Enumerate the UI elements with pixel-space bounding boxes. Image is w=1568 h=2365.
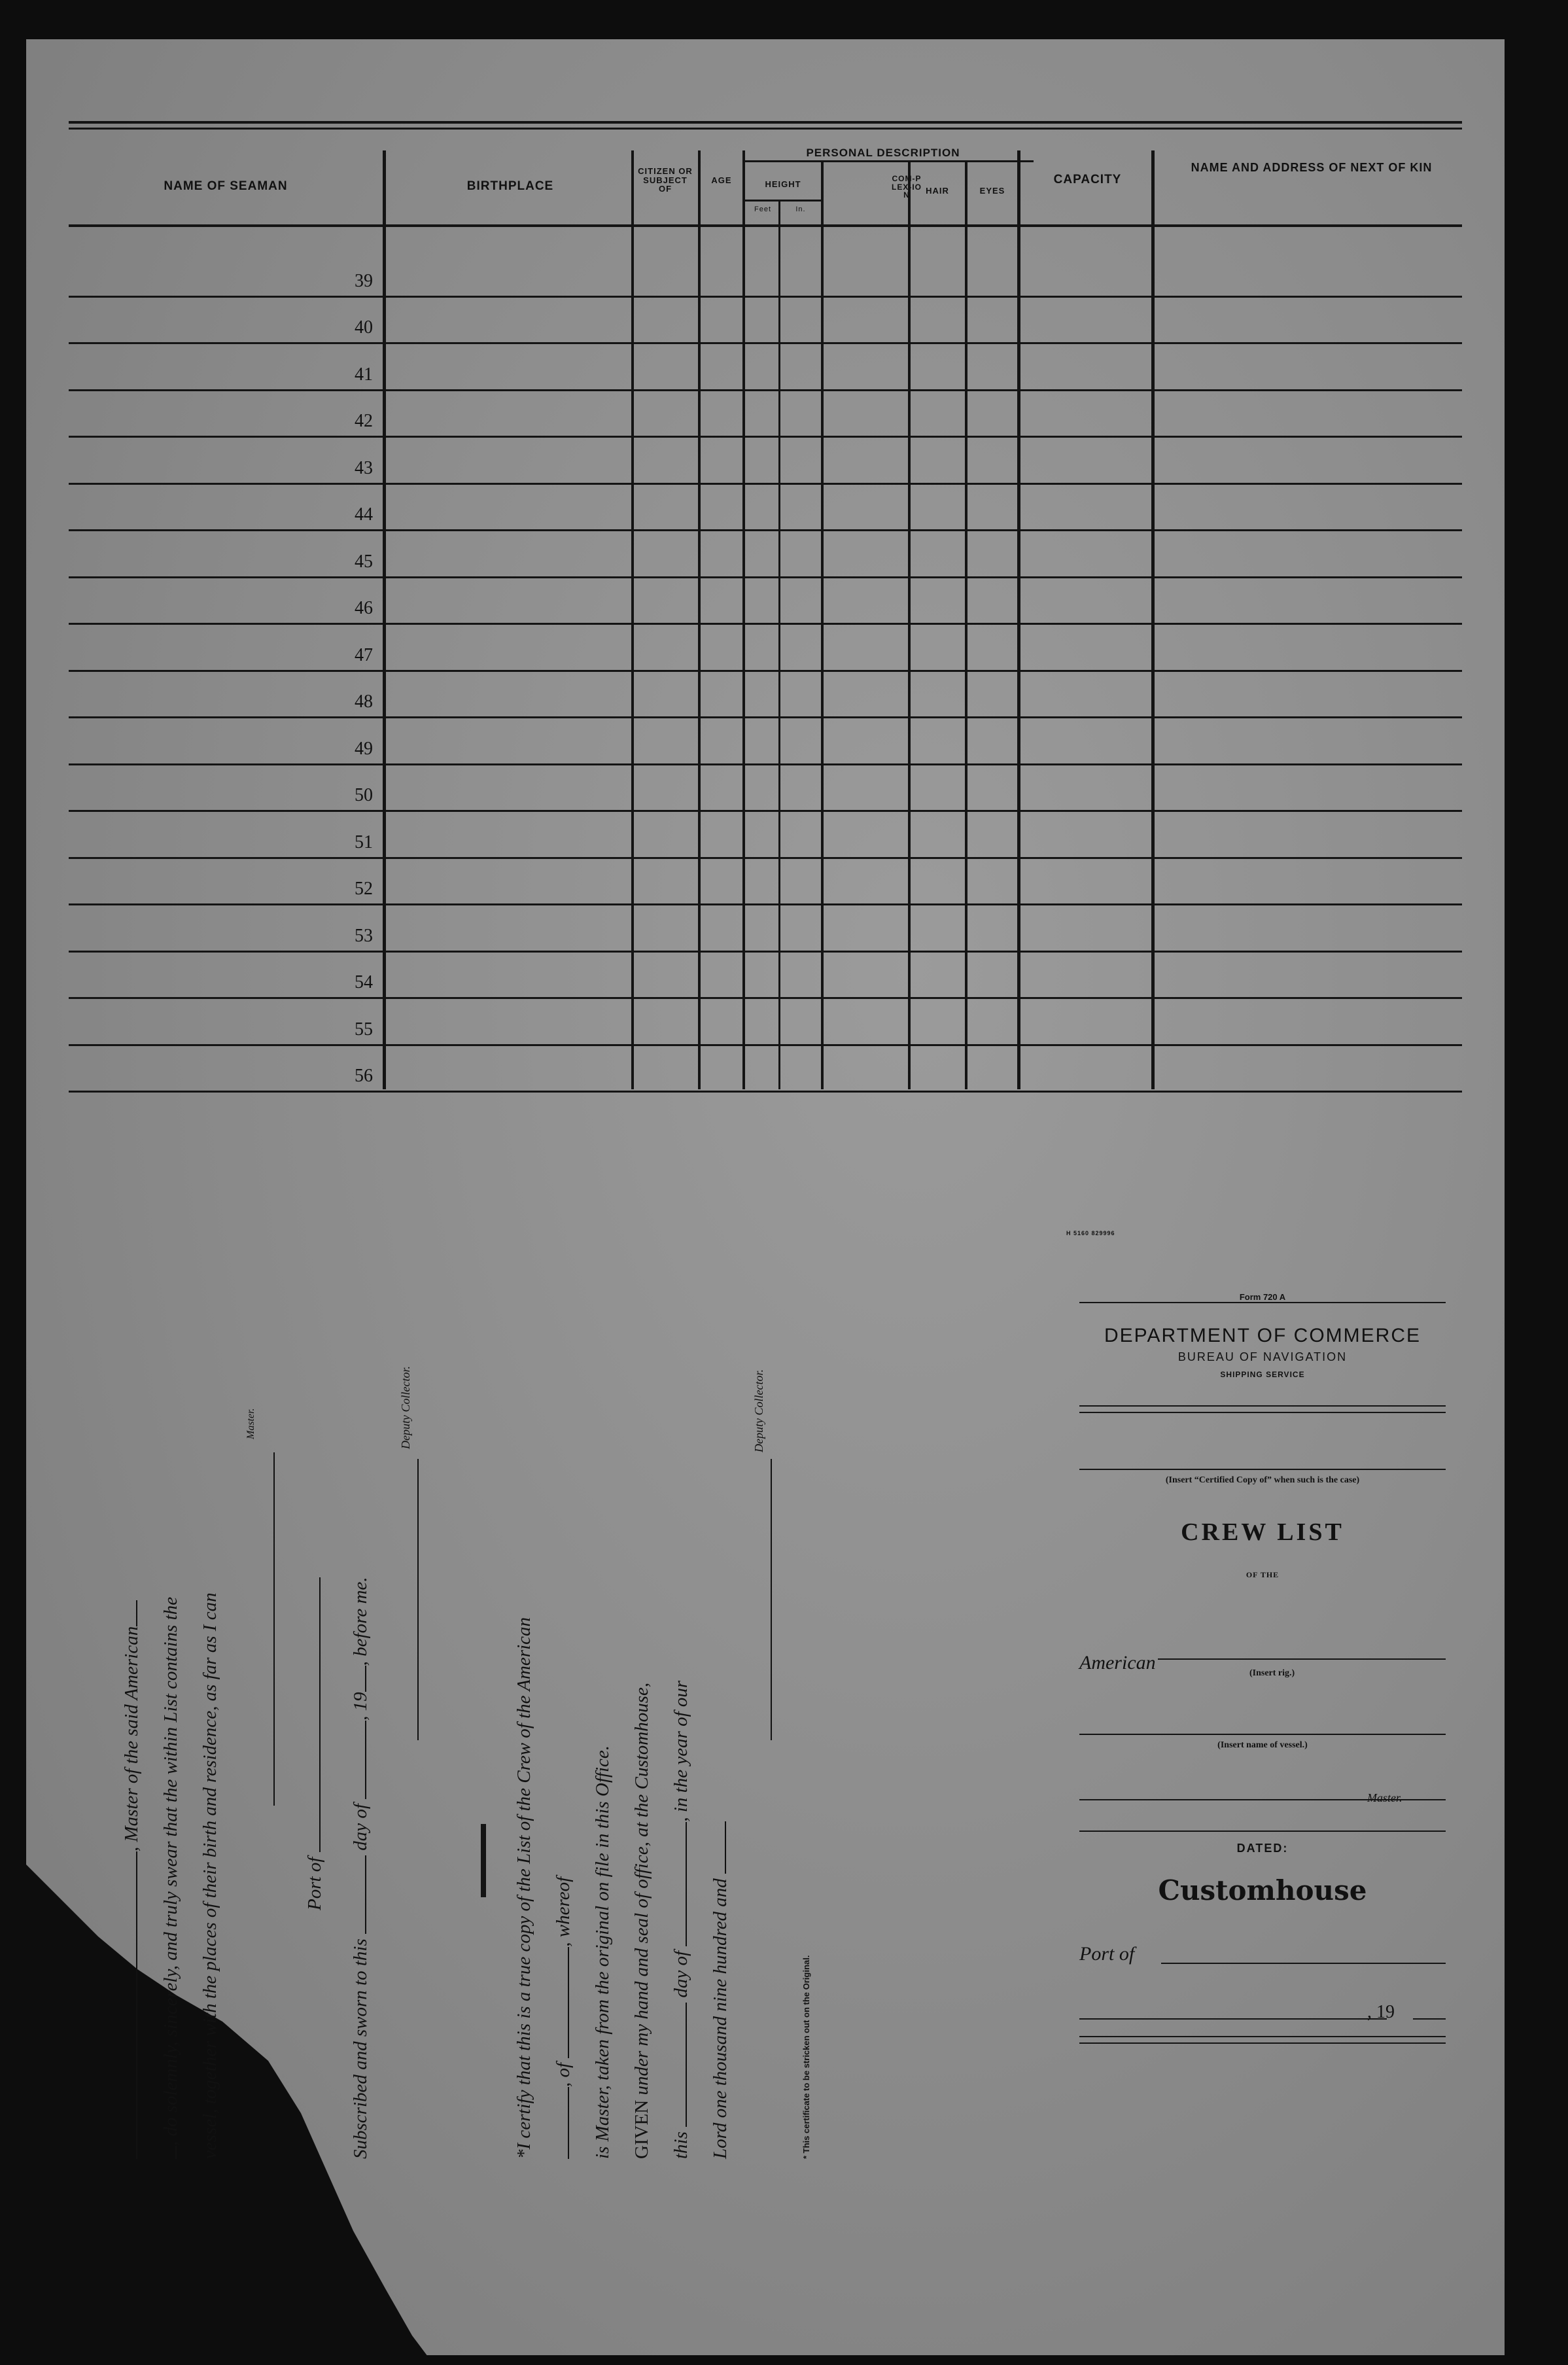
port-of-label: Port of	[1079, 1943, 1135, 1965]
print-code: H 5160 829996	[1066, 1230, 1115, 1236]
form-number: Form 720 A	[1239, 1292, 1286, 1302]
crew-table	[69, 121, 1462, 1089]
certify-line-3: is Master, taken from the original on file in this Office.	[592, 1745, 613, 2159]
row-number: 50	[355, 785, 373, 805]
insert-rig: (Insert rig.)	[1249, 1668, 1295, 1678]
header-bottom-rule	[69, 224, 1462, 227]
certify-line-2: , of , whereof	[553, 1877, 574, 2159]
cover-master-label: Master.	[1367, 1791, 1402, 1804]
header-next-of-kin: NAME AND ADDRESS OF NEXT OF KIN	[1191, 161, 1433, 174]
table-row-rule	[69, 810, 1462, 812]
col-line	[698, 150, 701, 1089]
table-row-rule	[69, 576, 1462, 578]
service-title: SHIPPING SERVICE	[1220, 1370, 1305, 1379]
of-the-label: OF THE	[1246, 1570, 1280, 1579]
table-row-rule	[69, 716, 1462, 718]
certificate-footnote: * This certificate to be stricken out on the Original.	[801, 1955, 811, 2159]
col-line	[1017, 150, 1020, 1089]
header-feet: Feet	[754, 205, 771, 213]
header-eyes: EYES	[979, 186, 1005, 196]
master-label: Master.	[245, 1408, 256, 1439]
col-line	[1151, 150, 1155, 1089]
table-row-rule	[69, 483, 1462, 485]
header-birthplace: BIRTHPLACE	[466, 179, 554, 193]
rig-rule	[1158, 1658, 1446, 1660]
row-number: 53	[355, 925, 373, 946]
header-height: HEIGHT	[765, 179, 801, 189]
deputy-collector-label-1: Deputy Collector.	[399, 1366, 412, 1449]
header-complexion: COM-PLEX-ION	[891, 174, 922, 200]
row-number: 41	[355, 364, 373, 385]
row-number: 46	[355, 598, 373, 618]
height-subrule	[742, 200, 821, 201]
personal-subrule	[742, 160, 1034, 162]
row-number: 54	[355, 972, 373, 992]
header-name-of-seaman: NAME OF SEAMAN	[164, 179, 288, 193]
bottom-rule-2	[1079, 2042, 1446, 2044]
table-top-rule-2	[69, 128, 1462, 130]
table-row-rule	[69, 389, 1462, 391]
dated-label: DATED:	[1236, 1842, 1289, 1855]
bottom-rule-1	[1079, 2036, 1446, 2037]
table-row-rule	[69, 296, 1462, 298]
col-line	[631, 150, 634, 1089]
header-citizen: CITIZEN OR SUBJECT OF	[638, 166, 693, 194]
table-row-rule	[69, 857, 1462, 859]
header-inches: In.	[795, 205, 806, 213]
table-row-rule	[69, 903, 1462, 905]
deputy-line-1	[402, 1459, 424, 1740]
row-number: 49	[355, 738, 373, 759]
cover-rule-2	[1079, 1412, 1446, 1413]
insert-vessel: (Insert name of vessel.)	[1217, 1740, 1308, 1750]
port-rule	[1161, 1963, 1446, 1964]
col-line	[778, 200, 780, 1089]
divider-bar	[481, 1824, 486, 1897]
table-row-rule	[69, 342, 1462, 344]
crew-list-title: CREW LIST	[1181, 1518, 1344, 1546]
row-number: 48	[355, 692, 373, 712]
certified-rule	[1079, 1469, 1446, 1470]
table-row-rule	[69, 623, 1462, 625]
row-number: 56	[355, 1066, 373, 1086]
certify-line-1: *I certify that this is a true copy of the List of the Crew of the American	[514, 1617, 534, 2159]
american-label: American	[1079, 1652, 1156, 1673]
row-number: 52	[355, 879, 373, 899]
row-number: 45	[355, 551, 373, 572]
subscribed-line: Subscribed and sworn to this day of , 19, before me.	[350, 1577, 371, 2159]
department-title: DEPARTMENT OF COMMERCE	[1104, 1325, 1421, 1346]
year-prefix: , 19	[1367, 2002, 1395, 2022]
row-number: 42	[355, 411, 373, 431]
row-number: 40	[355, 317, 373, 338]
form-rule	[1079, 1302, 1446, 1303]
table-top-rule	[69, 121, 1462, 124]
row-number: 51	[355, 832, 373, 852]
header-hair: HAIR	[926, 186, 949, 196]
oath-line-1: , Master of the said American	[121, 1600, 143, 2159]
row-number: 55	[355, 1019, 373, 1040]
year-rule	[1413, 2018, 1446, 2020]
cover-block	[1066, 1230, 1459, 2067]
master-signature-line	[258, 1452, 280, 1806]
header-age: AGE	[711, 175, 732, 185]
header-capacity: CAPACITY	[1053, 173, 1122, 186]
table-row-rule	[69, 1044, 1462, 1046]
table-row-rule	[69, 436, 1462, 438]
col-line	[742, 150, 745, 1089]
row-number: 47	[355, 644, 373, 665]
row-number: 44	[355, 504, 373, 525]
table-row-rule	[69, 997, 1462, 999]
table-row-rule	[69, 763, 1462, 765]
deputy-collector-label-2: Deputy Collector.	[752, 1369, 765, 1452]
port-of-line: Port of	[304, 1577, 326, 1910]
table-row-rule	[69, 1091, 1462, 1093]
row-number: 39	[355, 270, 373, 291]
header-personal-description: PERSONAL DESCRIPTION	[806, 147, 960, 159]
oath-block	[95, 1217, 939, 2159]
row-number: 43	[355, 457, 373, 478]
deputy-line-2	[756, 1459, 777, 1740]
table-row-rule	[69, 951, 1462, 953]
dated-rule	[1079, 1831, 1446, 1832]
this-day-line: this day of , in the year of our	[671, 1680, 691, 2159]
bureau-title: BUREAU OF NAVIGATION	[1177, 1350, 1348, 1363]
table-row-rule	[69, 529, 1462, 531]
oath-line-3: vessel, together with the places of their birth and residence, as far as I can	[200, 1592, 220, 2159]
customhouse-title: Customhouse	[1158, 1874, 1367, 1906]
date-rule	[1079, 2018, 1387, 2020]
cover-rule-1	[1079, 1405, 1446, 1407]
given-line: GIVEN under my hand and seal of office, at the Customhouse,	[631, 1682, 652, 2159]
col-line	[383, 150, 386, 1089]
oath-line-2: , do solemnly, sincerely, and truly swear that the within List contains the	[160, 1597, 182, 2159]
certified-note: (Insert “Certified Copy of” when such is the case)	[1165, 1475, 1360, 1485]
table-row-rule	[69, 670, 1462, 672]
vessel-rule	[1079, 1734, 1446, 1735]
lord-line: Lord one thousand nine hundred and	[710, 1821, 731, 2159]
